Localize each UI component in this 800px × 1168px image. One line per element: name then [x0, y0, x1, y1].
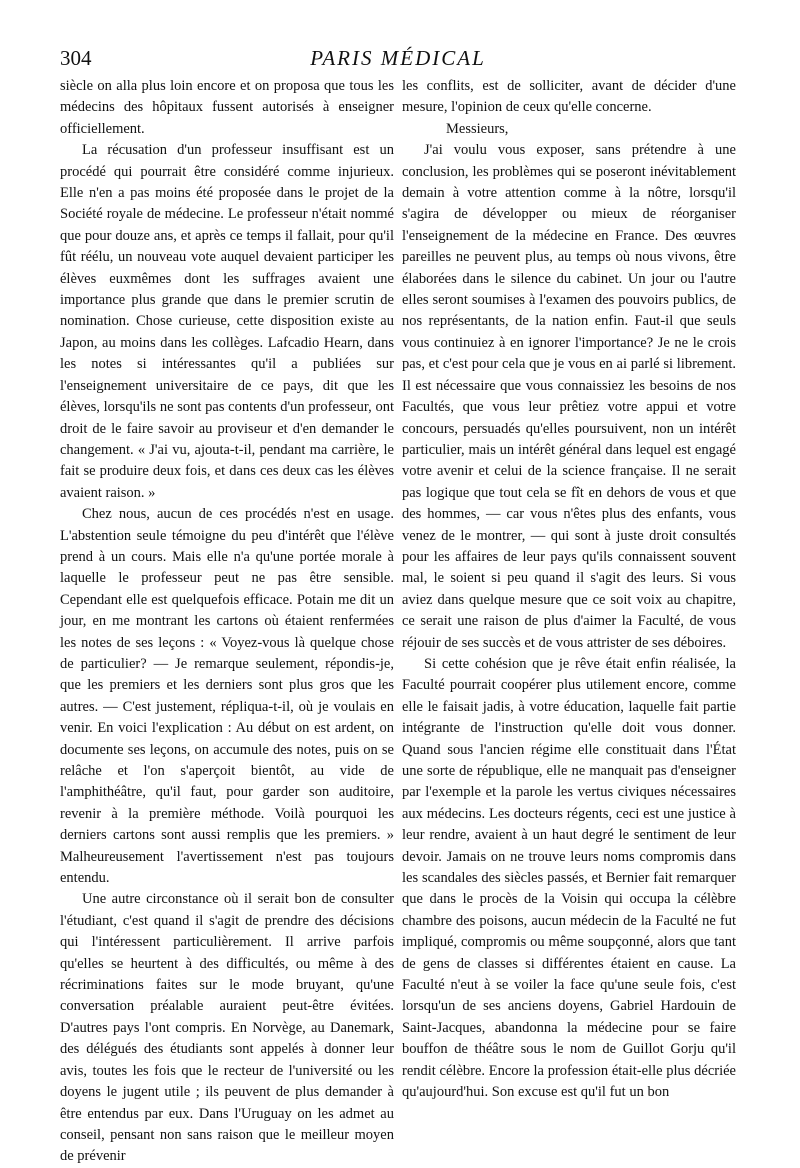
page-number: 304 [60, 46, 92, 70]
paragraph: J'ai voulu vous exposer, sans prétendre à une conclusion, les problèmes qui se poseront inévitablement demain à votre attention comme à la nôtre, lorsqu'il s'agira de développer ou mieux de réorganiser l'enseignement de la médecine en France. Des œuvres pareilles ne peuvent plus, au temps où nous vivons, être élaborées dans le silence du cabinet. Un jour ou l'autre elles seront soumises à l'examen des pouvoirs publics, de nos représentants, de la nation enfin. Faut-il que seuls vous continuiez à en ignorer l'importance? Je ne le crois pas, et c'est pour cela que je vous en ai parlé si librement. Il est nécessaire que vous connaissiez les besoins de nos Facultés, que vous leur prêtiez votre appui et votre concours, persuadés qu'elles poursuivent, non un intérêt particulier, mais un intérêt général dans lequel est engagé votre avenir et celui de la science française. Il ne serait pas logique que tout cela se fît en dehors de vous et que des hommes, — car vous n'êtes plus des enfants, vous venez de le montrer, — qui sont à juste droit consultés pour les affaires de leur pays qu'ils connaissent souvent mal, le soient si peu quand il s'agit des leurs. Si vous aviez dans quelque mesure que ce soit voix au chapitre, ce serait une raison de plus d'aimer la Faculté, de vous réjouir de ses succès et de vous attrister de ses déboires. [402, 142, 736, 651]
running-title: PARIS MÉDICAL [310, 46, 486, 70]
paragraph: Chez nous, aucun de ces procédés n'est en usage. L'abstention seule témoigne du peu d'intérêt que l'élève prend à un cours. Mais elle n'a qu'une portée morale à laquelle le professeur peut ne pas être sensible. Cependant elle est quelquefois efficace. Potain me dit un jour, en me montrant les cartons où étaient renfermées les notes de ses leçons : « Voyez-vous là quelque chose de particulier? — Je remarque seulement, répondis-je, que les premiers et les derniers sont plus gros que les autres. — C'est justement, répliqua-t-il, où je voulais en venir. En voici l'explication : Au début on est ardent, on documente ses leçons, on accumule des notes, puis on se relâche et l'on s'aperçoit bientôt, au vide de l'amphithéâtre, qu'il faut, pour garder son auditoire, revenir à la première méthode. Voilà pourquoi les derniers cartons sont aussi remplis que les premiers. » Malheureusement l'avertissement n'est pas toujours entendu. [60, 506, 394, 887]
left-column [60, 76, 394, 1165]
paragraph: Une autre circonstance où il serait bon de consulter l'étudiant, c'est quand il s'agit de prendre des décisions qui l'intéressent particulièrement. Il arrive parfois qu'elles se heurtent à des difficultés, ou même à des récriminations faites sur le mode bruyant, qu'une conversation préalable auraient peut-être évitées. D'autres pays l'ont compris. En Norvège, au Danemark, des délégués des étudiants sont appelés à donner leur avis, toutes les fois que le recteur de l'université ou les doyens le jugent utile ; ils peuvent de plus demander à être entendus par eux. Dans l'Uruguay on les admet au conseil, pensant non sans raison que le meilleur moyen de prévenir [60, 891, 394, 1165]
salutation: Messieurs, [446, 120, 509, 137]
paragraph: siècle on alla plus loin encore et on proposa que tous les médecins des hôpitaux fussent autorisés à enseigner officiellement. [60, 78, 394, 137]
paragraph: les conflits, est de solliciter, avant de décider d'une mesure, l'opinion de ceux qu'elle concerne. [402, 78, 736, 116]
right-column [402, 76, 736, 1106]
paragraph: Si cette cohésion que je rêve était enfin réalisée, la Faculté pourrait coopérer plus utilement encore, comme elle le faisait jadis, à votre éducation, laquelle fait partie intégrante de l'instruction qu'elle doit vous donner. Quand sous l'ancien régime elle constituait dans l'État une sorte de république, elle ne manquait pas d'enseigner par l'exemple et la parole les vertus civiques nécessaires aux médecins. Les docteurs régents, ceci est une justice à leur rendre, avaient à un haut degré le sentiment de leur devoir. Jamais on ne trouve leurs noms compromis dans les scandales des siècles passés, et Bernier fait remarquer que dans le procès de la Voisin qui occupa la célèbre chambre des poisons, aucun médecin de la Faculté ne fut impliqué, compromis ou même soupçonné, alors que tant de gens de classes si différentes étaient en cause. La Faculté n'eut à se voiler la face qu'une seule fois, c'est lorsqu'un de ses anciens doyens, Gabriel Hardouin de Saint-Jacques, abandonna la médecine pour se faire bouffon de théâtre sous le nom de Guillot Gorju qu'il rendit célèbre. Encore la profession était-elle plus décriée qu'aujourd'hui. Son excuse est qu'il fut un bon [402, 655, 736, 1101]
paragraph: La récusation d'un professeur insuffisant est un procédé qui pourrait être considéré comme injurieux. Elle n'en a pas moins été proposée dans le projet de la Société royale de médecine. Le professeur n'était nommé que pour douze ans, et après ce temps il fallait, pour qu'il fût réélu, un nouveau vote auquel devaient participer les élèves euxmêmes dont les suffrages avaient une importance plus grande que dans le premier scrutin de nomination. Chose curieuse, cette disposition existe au Japon, au moins dans les collèges. Lafcadio Hearn, dans les notes si intéressantes qu'il a publiées sur l'enseignement universitaire de ce pays, dit que les élèves, lorsqu'ils ne sont pas contents d'un professeur, ont droit de le faire savoir au proviseur et d'en demander le changement. « J'ai vu, ajouta-t-il, pendant ma carrière, le fait se produire deux fois, et dans ces deux cas les élèves avaient raison. » [60, 142, 394, 501]
page-header [60, 46, 736, 72]
